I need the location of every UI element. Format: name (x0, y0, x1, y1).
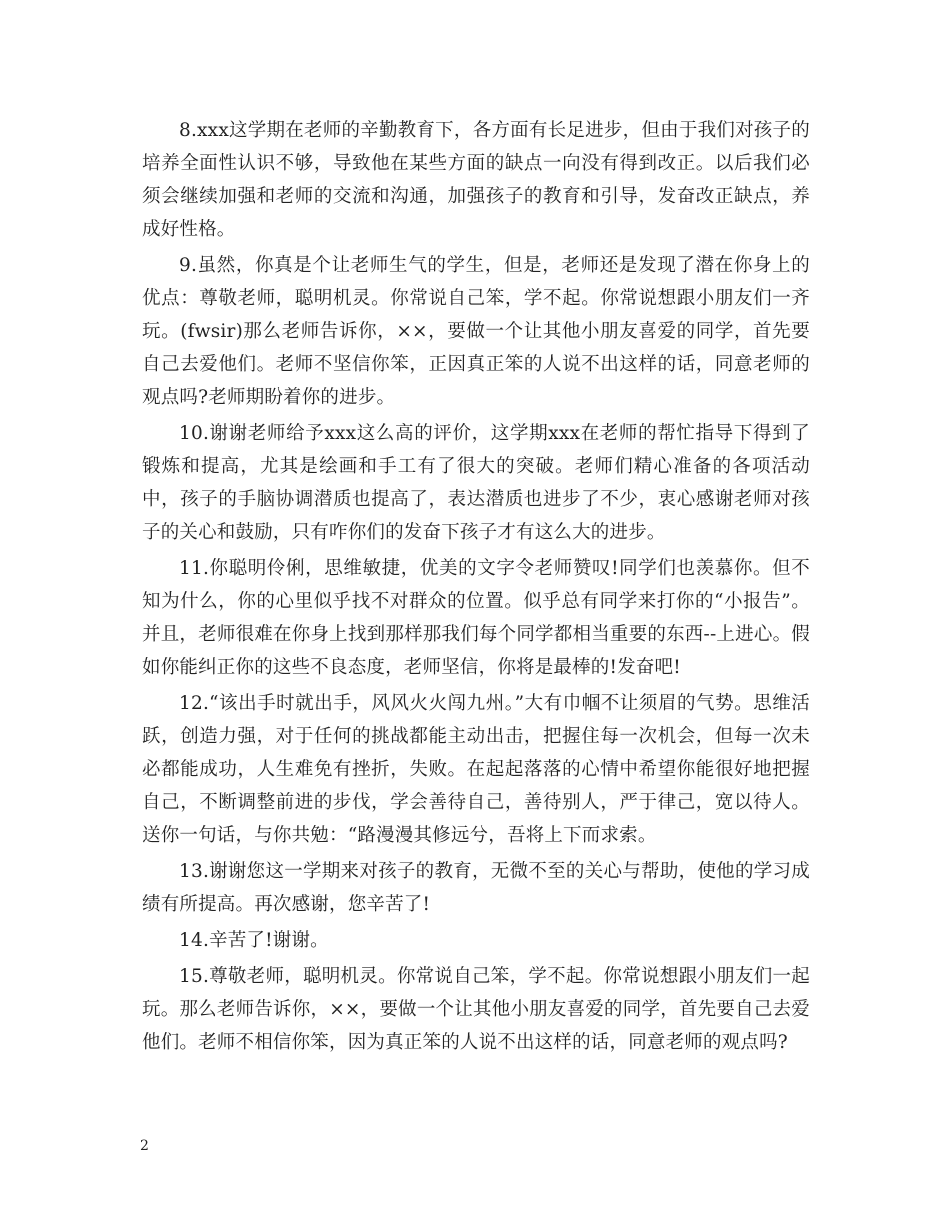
paragraph-13: 13.谢谢您这一学期来对孩子的教育，无微不至的关心与帮助，使他的学习成绩有所提高。再次感谢，您辛苦了! (142, 861, 810, 915)
paragraph-12: 12.“该出手时就出手，风风火火闯九州。”大有巾帼不让须眉的气势。思维活跃，创造力强，对于任何的挑战都能主动出击，把握住每一次机会，但每一次未必都能成功，人生难免有挫折，失败。在起起落落的心情中希望你能很好地把握自己，不断调整前进的步伐，学会善待自己，善待别人，严于律己，宽以待人。送你一句话，与你共勉：“路漫漫其修远兮，吾将上下而求索。 (142, 693, 810, 846)
page-number: 2 (140, 1138, 149, 1154)
document-body (142, 114, 810, 1059)
paragraph-10: 10.谢谢老师给予xxx这么高的评价，这学期xxx在老师的帮忙指导下得到了锻炼和提高，尤其是绘画和手工有了很大的突破。老师们精心准备的各项活动中，孩子的手脑协调潜质也提高了，表达潜质也进步了不少，衷心感谢老师对孩子的关心和鼓励，只有咋你们的发奋下孩子才有这么大的进步。 (142, 423, 810, 543)
paragraph-9: 9.虽然，你真是个让老师生气的学生，但是，老师还是发现了潜在你身上的优点：尊敬老师，聪明机灵。你常说自己笨，学不起。你常说想跟小朋友们一齐玩。(fwsir)那么老师告诉你，××，要做一个让其他小朋友喜爱的同学，首先要自己去爱他们。老师不坚信你笨，正因真正笨的人说不出这样的话，同意老师的观点吗?老师期盼着你的进步。 (142, 255, 810, 408)
paragraph-8: 8.xxx这学期在老师的辛勤教育下，各方面有长足进步，但由于我们对孩子的培养全面性认识不够，导致他在某些方面的缺点一向没有得到改正。以后我们必须会继续加强和老师的交流和沟通，加强孩子的教育和引导，发奋改正缺点，养成好性格。 (142, 120, 810, 240)
paragraph-15: 15.尊敬老师，聪明机灵。你常说自己笨，学不起。你常说想跟小朋友们一起玩。那么老师告诉你，××，要做一个让其他小朋友喜爱的同学，首先要自己去爱他们。老师不相信你笨，因为真正笨的人说不出这样的话，同意老师的观点吗? (142, 966, 810, 1053)
paragraph-14: 14.辛苦了!谢谢。 (179, 930, 329, 951)
paragraph-11: 11.你聪明伶俐，思维敏捷，优美的文字令老师赞叹!同学们也羡慕你。但不知为什么，你的心里似乎找不对群众的位置。似乎总有同学来打你的“小报告”。并且，老师很难在你身上找到那样那我们每个同学都相当重要的东西--上进心。假如你能纠正你的这些不良态度，老师坚信，你将是最棒的!发奋吧! (142, 558, 810, 678)
